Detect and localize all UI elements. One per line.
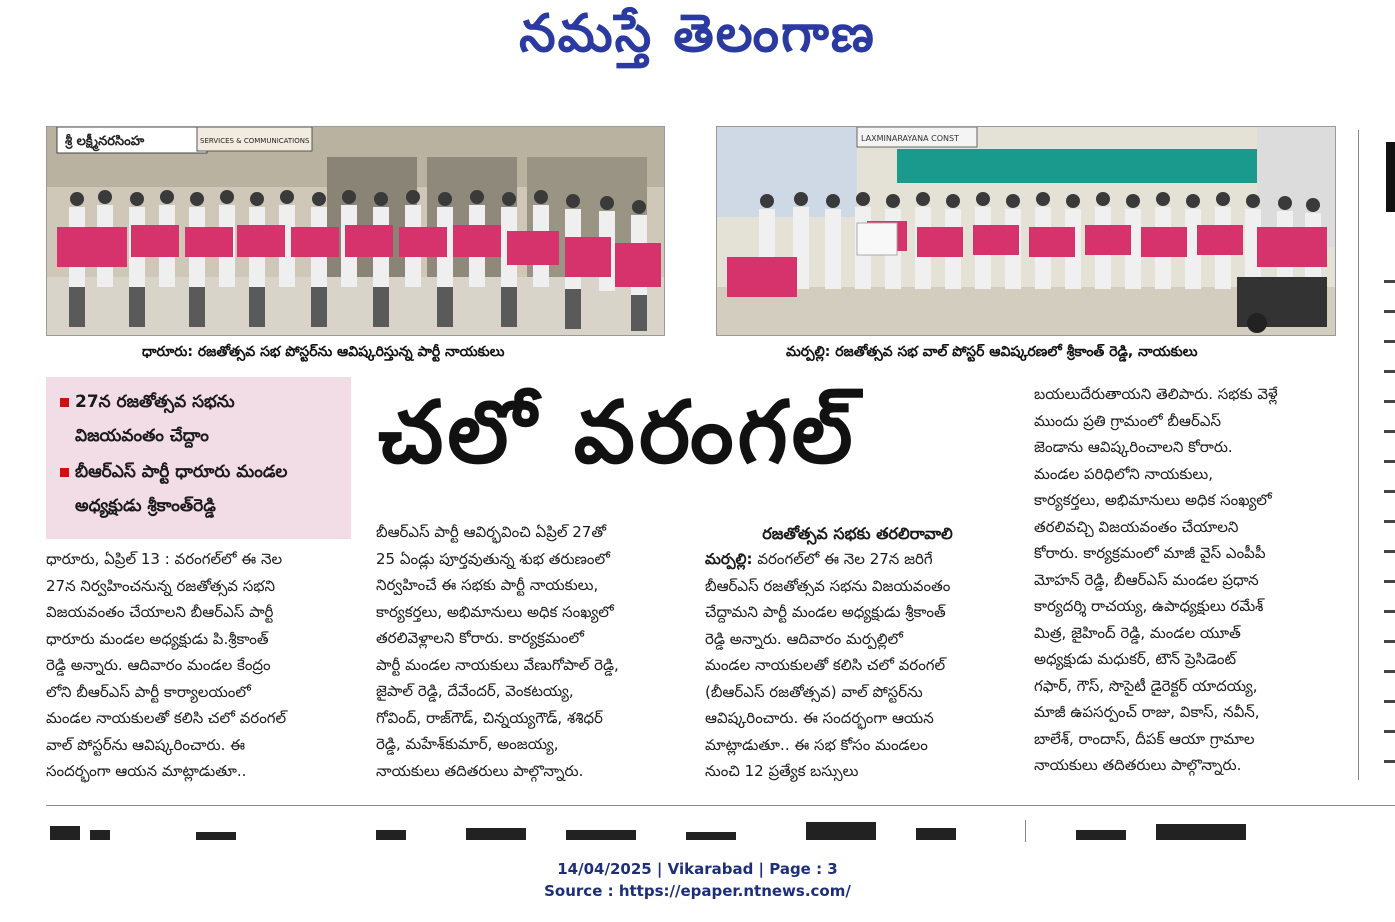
body-line: 27న నిర్వహించనున్న రజతోత్సవ సభని bbox=[46, 576, 276, 595]
article-bottom-rule bbox=[46, 805, 1395, 806]
bullet-square-icon bbox=[60, 398, 69, 407]
body-line: గోవింద్, రాజ్‌గౌడ్, చిన్నయ్యగౌడ్, శశిధర్ bbox=[376, 708, 603, 727]
body-line: విజయవంతం చేయాలని బీఆర్ఎస్ పార్టీ bbox=[46, 603, 274, 621]
dateline: మర్పల్లి: bbox=[705, 550, 753, 568]
footer-source-link[interactable]: Source : https://epaper.ntnews.com/ bbox=[544, 882, 851, 900]
highlights-box bbox=[46, 377, 351, 539]
highlight-bullet-2: బీఆర్ఎస్ పార్టీ ధారూరు మండల అధ్యక్షుడు శ్రీకాంత్‌రెడ్డి bbox=[60, 455, 287, 523]
body-line: (బీఆర్ఎస్ రజతోత్సవ) వాల్ పోస్టర్‌ను bbox=[705, 682, 923, 701]
article-column-3 bbox=[705, 546, 1025, 785]
column-divider bbox=[1358, 130, 1359, 780]
body-line: మిత్ర, జైహింద్ రెడ్డి, మండల యూత్ bbox=[1034, 623, 1241, 642]
body-line: ఆవిష్కరించారు. ఈ సందర్భంగా ఆయన bbox=[705, 709, 934, 727]
body-line: గఫార్, గౌస్, సొసైటీ డైరెక్టర్ యాదయ్య, bbox=[1034, 676, 1258, 695]
body-line: నాయకులు తదితరులు పాల్గొన్నారు. bbox=[376, 761, 584, 780]
body-line: మండల నాయకులతో కలిసి చలో వరంగల్ bbox=[705, 656, 946, 674]
body-line-first: మర్పల్లి: వరంగల్‌లో ఈ నెల 27న జరిగే bbox=[705, 550, 933, 568]
article-column-2 bbox=[376, 519, 696, 784]
body-line: జెండాను ఆవిష్కరించాలని కోరారు. bbox=[1034, 438, 1233, 456]
body-line: నుంచి 12 ప్రత్యేక బస్సులు bbox=[705, 762, 859, 780]
adjacent-article-fragment bbox=[1370, 130, 1395, 790]
body-line: కార్యకర్తలు, అభిమానులు అధిక సంఖ్యలో bbox=[376, 602, 614, 621]
shop-sign-services: SERVICES & COMMUNICATIONS bbox=[200, 137, 310, 145]
body-line: సందర్భంగా ఆయన మాట్లాడుతూ.. bbox=[46, 762, 247, 780]
body-line: బీఆర్ఎస్ పార్టీ ఆవిర్భవించి ఏప్రిల్ 27తో bbox=[376, 523, 606, 541]
highlight-bullet-1: 27న రజతోత్సవ సభను విజయవంతం చేద్దాం bbox=[60, 385, 235, 453]
shop-sign-left: శ్రీ లక్ష్మీనరసింహ bbox=[65, 134, 145, 149]
photo-caption-left: ధారూరు: రజతోత్సవ సభ పోస్టర్‌ను ఆవిష్కరిస్తున్న పార్టీ నాయకులు bbox=[142, 344, 505, 360]
body-line: లోని బీఆర్ఎస్ పార్టీ కార్యాలయంలో bbox=[46, 682, 251, 701]
body-line: పార్టీ మండల నాయకులు వేణుగోపాల్ రెడ్డి, bbox=[376, 655, 619, 674]
body-line: వాల్ పోస్టర్‌ను ఆవిష్కరించారు. ఈ bbox=[46, 735, 246, 754]
body-line: రెడ్డి అన్నారు. ఆదివారం మండల కేంద్రం bbox=[46, 656, 271, 674]
photo-caption-right: మర్పల్లి: రజతోత్సవ సభ వాల్ పోస్టర్ ఆవిష్కరణలో శ్రీకాంత్ రెడ్డి, నాయకులు bbox=[786, 344, 1198, 360]
body-line: మండల నాయకులతో కలిసి చలో వరంగల్ bbox=[46, 709, 287, 727]
sub-headline: రజతోత్సవ సభకు తరలిరావాలి bbox=[762, 524, 953, 543]
photo-dharur-poster-launch bbox=[46, 126, 665, 336]
body-line: ధారూరు మండల అధ్యక్షుడు పి.శ్రీకాంత్ bbox=[46, 629, 269, 648]
body-line: ముందు ప్రతి గ్రామంలో బీఆర్ఎస్ bbox=[1034, 411, 1222, 430]
body-line: మాట్లాడుతూ.. ఈ సభ కోసం మండలం bbox=[705, 735, 928, 754]
body-line: మండల పరిధిలోని నాయకులు, bbox=[1034, 464, 1213, 483]
body-line: బీఆర్ఎస్ రజతోత్సవ సభను విజయవంతం bbox=[705, 576, 951, 595]
headline: చలో వరంగల్ bbox=[378, 383, 857, 483]
masthead-title: నమస్తే తెలంగాణ bbox=[519, 4, 876, 64]
footer-edition-info: 14/04/2025 | Vikarabad | Page : 3 bbox=[557, 860, 838, 878]
article-column-1 bbox=[46, 546, 366, 785]
bullet-square-icon bbox=[60, 468, 69, 477]
shop-sign-right: LAXMINARAYANA CONST bbox=[861, 134, 959, 143]
body-line: ధారూరు, ఏప్రిల్ 13 : వరంగల్‌లో ఈ నెల bbox=[46, 550, 283, 568]
body-line: నిర్వహించే ఈ సభకు పార్టీ నాయకులు, bbox=[376, 576, 599, 594]
body-line: రెడ్డి అన్నారు. ఆదివారం మర్పల్లిలో bbox=[705, 629, 903, 648]
body-line: కార్యకర్తలు, అభిమానులు అధిక సంఖ్యలో bbox=[1034, 491, 1272, 509]
body-line: అధ్యక్షుడు మధుకర్, టౌన్ ప్రెసిడెంట్ bbox=[1034, 650, 1237, 668]
article-column-4 bbox=[1034, 381, 1364, 779]
body-line: బాలేశ్, రాందాస్, దీపక్ ఆయా గ్రామాల bbox=[1034, 729, 1255, 748]
photo-marpalli-poster-launch bbox=[716, 126, 1336, 336]
body-line: మాజీ ఉపసర్పంచ్ రాజు, వికాస్, నవీన్, bbox=[1034, 703, 1260, 721]
body-line: చేద్దామని పార్టీ మండల అధ్యక్షుడు శ్రీకాంత్ bbox=[705, 603, 946, 621]
body-line: తరలివచ్చి విజయవంతం చేయాలని bbox=[1034, 517, 1239, 536]
body-line: తరలివెళ్లాలని కోరారు. కార్యక్రమంలో bbox=[376, 629, 584, 647]
body-line: జైపాల్ రెడ్డి, దేవేందర్, వెంకటయ్య, bbox=[376, 682, 574, 700]
next-article-fragment bbox=[46, 818, 1395, 840]
body-line: కార్యదర్శి రాచయ్య, ఉపాధ్యక్షులు రమేశ్ bbox=[1034, 597, 1264, 615]
body-line: మోహన్ రెడ్డి, బీఆర్ఎస్ మండల ప్రధాన bbox=[1034, 570, 1259, 589]
body-line: కోరారు. కార్యక్రమంలో మాజీ వైస్ ఎంపీపీ bbox=[1034, 544, 1266, 562]
body-line: బయలుదేరుతాయని తెలిపారు. సభకు వెళ్లే bbox=[1034, 385, 1278, 403]
body-line: నాయకులు తదితరులు పాల్గొన్నారు. bbox=[1034, 756, 1242, 774]
body-line: 25 ఏండ్లు పూర్తవుతున్న శుభ తరుణంలో bbox=[376, 549, 610, 568]
body-line: రెడ్డి, మహేశ్‌కుమార్, అంజయ్య, bbox=[376, 735, 559, 753]
